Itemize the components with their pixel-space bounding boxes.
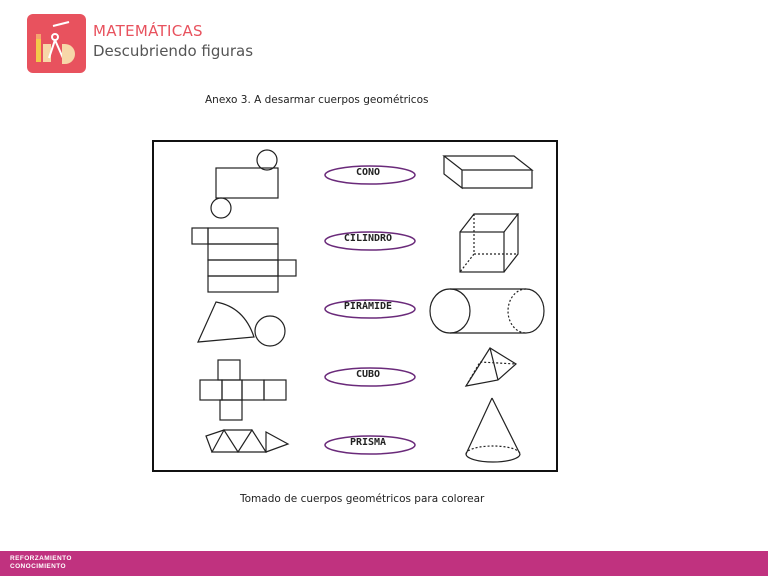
topic-subtitle: Descubriendo figuras	[93, 42, 254, 60]
footer-brand-line1: REFORZAMIENTO	[10, 555, 72, 562]
label-cilindro: CILINDRO	[343, 233, 393, 244]
label-cubo: CUBO	[355, 369, 381, 380]
cube-solid-drawing	[460, 214, 518, 272]
cylinder-solid-drawing	[430, 289, 544, 333]
cone-solid-drawing	[466, 398, 520, 462]
cube-cross-net-drawing	[200, 360, 286, 420]
prism-solid-drawing	[444, 156, 532, 188]
annex-caption: Anexo 3. A desarmar cuerpos geométricos	[205, 94, 429, 106]
footer-bar	[0, 551, 768, 576]
cone-net-drawing	[198, 302, 285, 346]
worksheet-image	[152, 140, 558, 472]
subject-title: MATEMÁTICAS	[93, 22, 203, 40]
prism-net-drawing	[206, 430, 288, 452]
math-tools-icon	[27, 14, 86, 73]
footer-brand-line2: CONOCIMIENTO	[10, 563, 66, 570]
pyramid-solid-drawing	[466, 348, 516, 386]
cube-strip-net-drawing	[192, 228, 296, 292]
label-cono: CONO	[355, 167, 381, 178]
cylinder-net-drawing	[211, 150, 278, 218]
label-piramide: PIRÁMIDE	[343, 301, 393, 312]
subject-logo	[27, 14, 86, 73]
label-prisma: PRISMA	[349, 437, 387, 448]
source-caption: Tomado de cuerpos geométricos para colorear	[240, 493, 485, 505]
